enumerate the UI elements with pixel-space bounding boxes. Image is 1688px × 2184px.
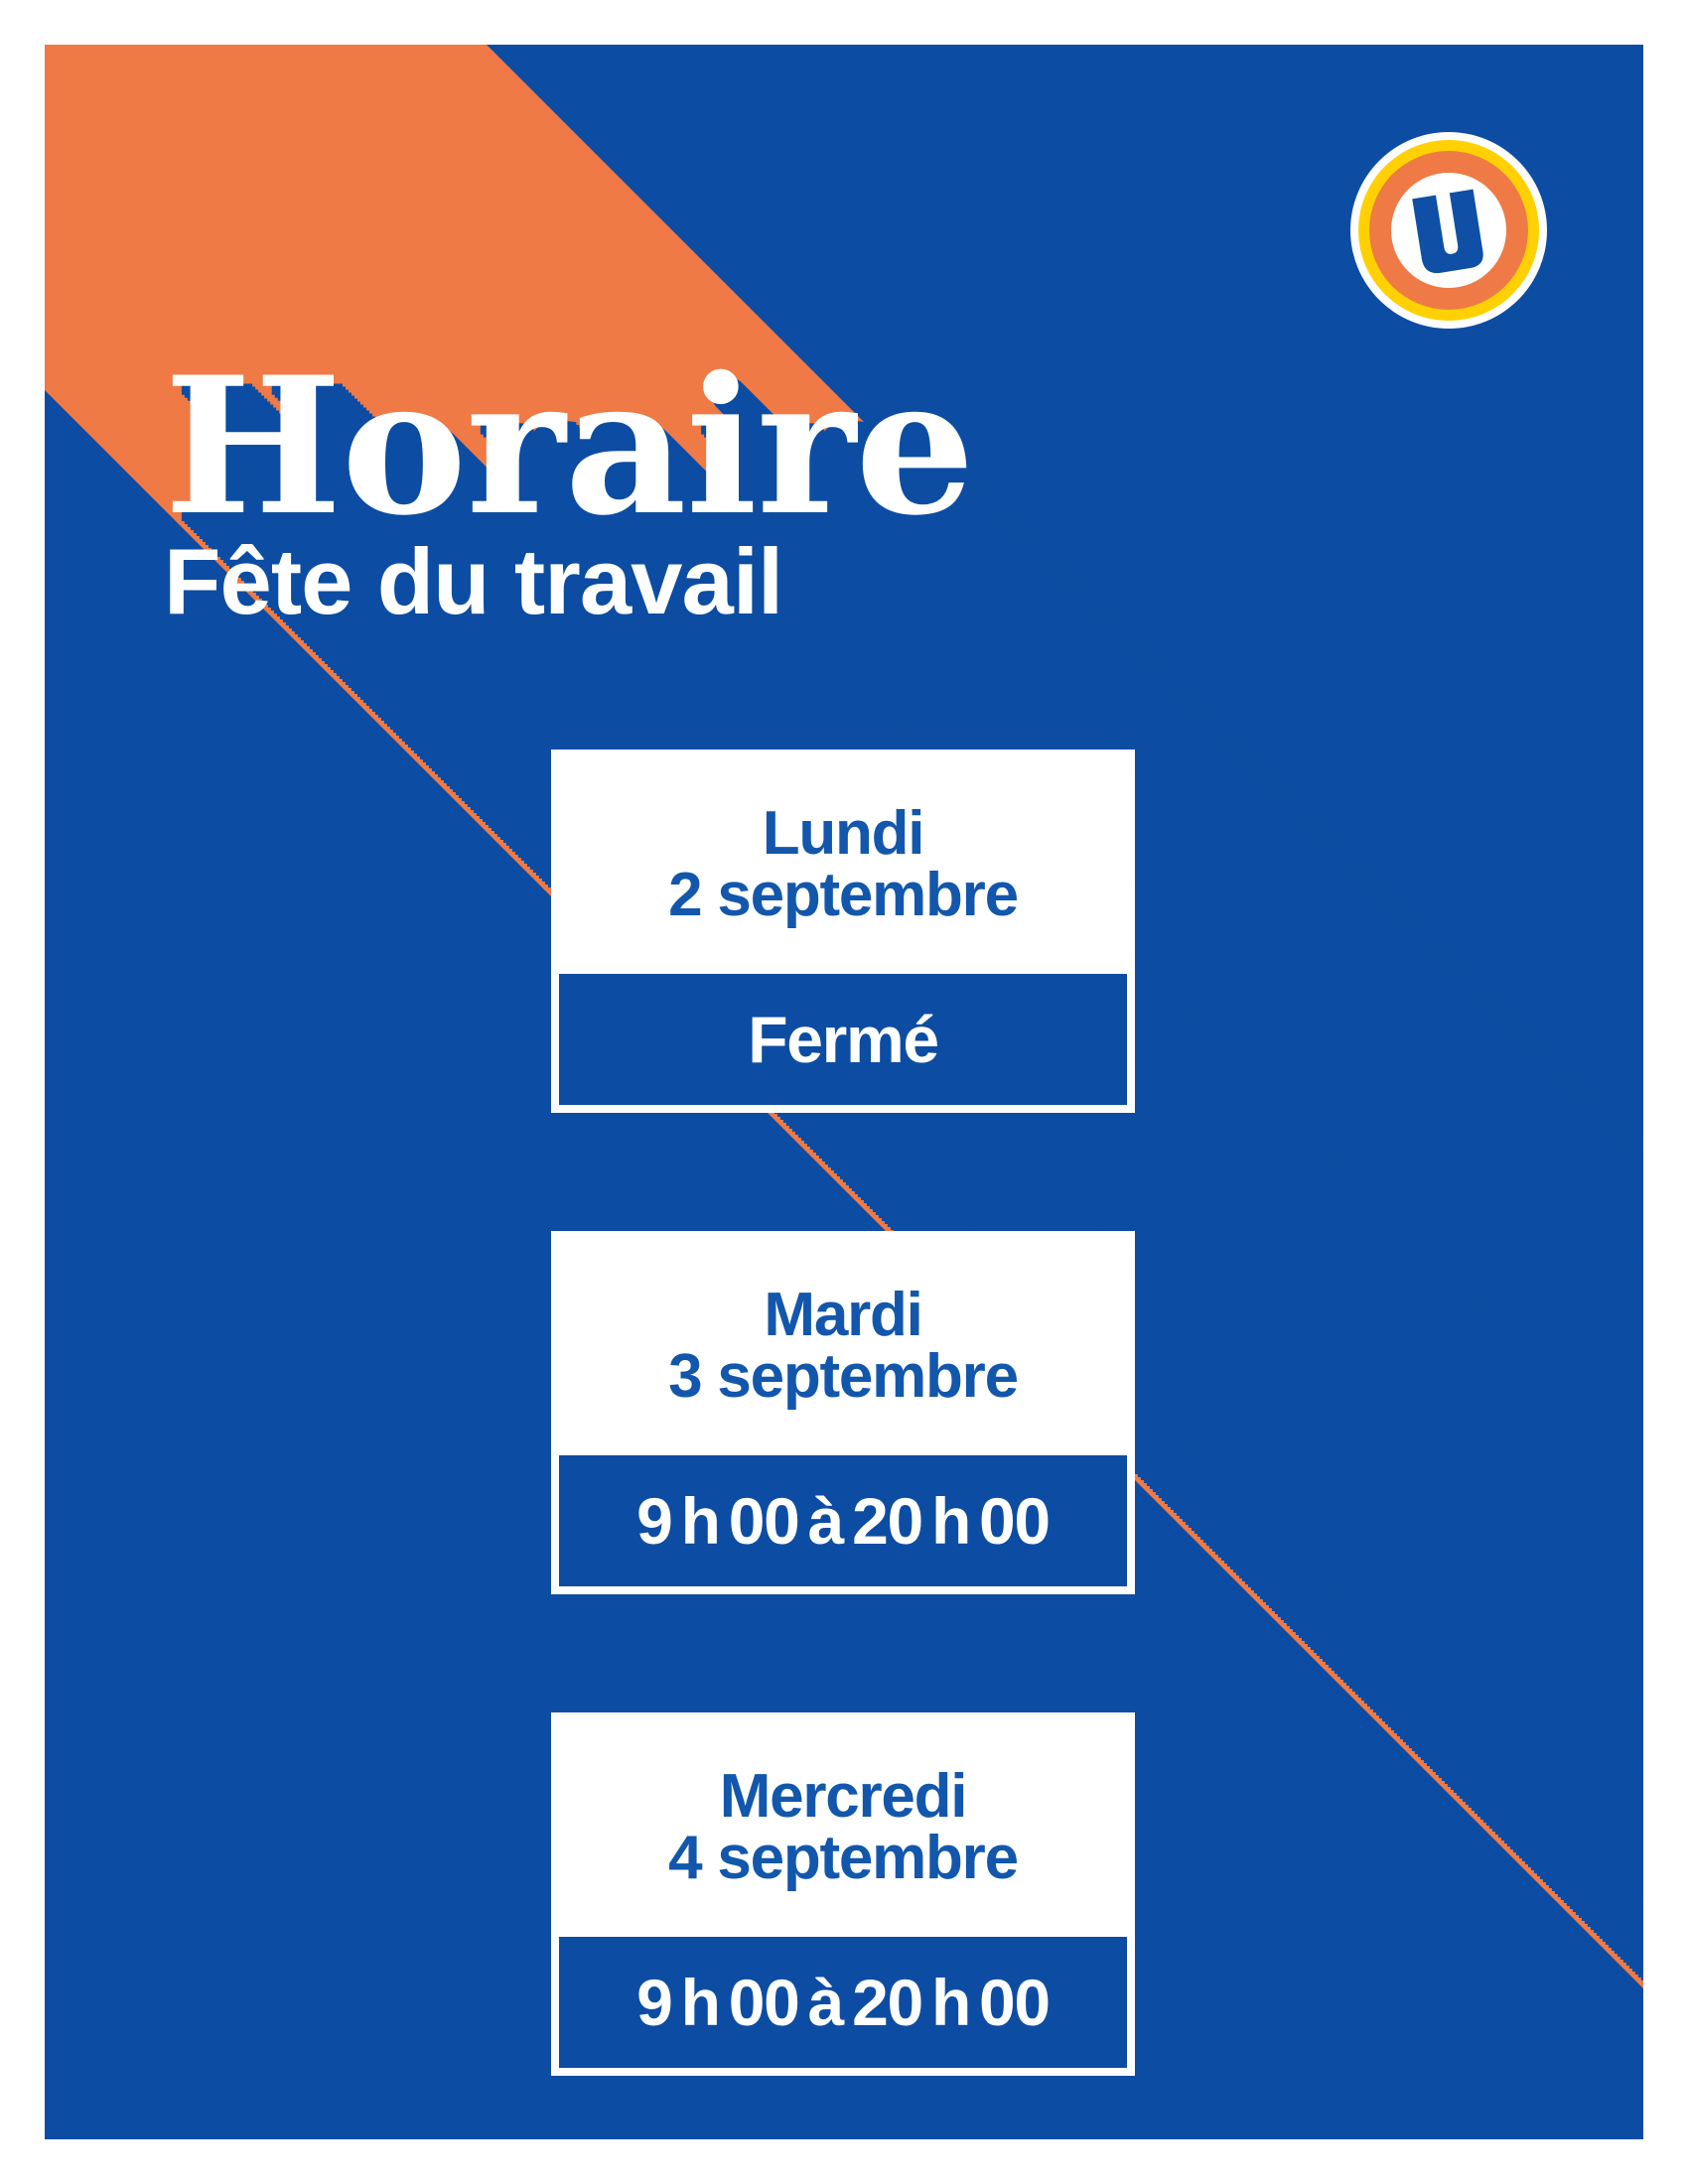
card-day: Mercredi — [719, 1762, 967, 1831]
card-hours-box — [559, 1937, 1127, 2068]
poster-subtitle: Fête du travail — [164, 529, 783, 633]
card-date: 2 septembre — [668, 861, 1018, 929]
schedule-card — [551, 1712, 1135, 2076]
schedule-card — [551, 1231, 1135, 1594]
card-hours: 9 h 00 à 20 h 00 — [636, 1966, 1050, 2039]
card-day: Mardi — [764, 1281, 922, 1349]
logo-rings-icon — [1350, 132, 1547, 329]
schedule-card — [551, 750, 1135, 1113]
brand-logo — [1344, 126, 1553, 335]
poster-title: Horaire — [164, 336, 974, 557]
card-hours-box — [559, 974, 1127, 1105]
card-date: 3 septembre — [668, 1342, 1018, 1411]
card-hours: 9 h 00 à 20 h 00 — [636, 1484, 1050, 1558]
poster-canvas — [45, 45, 1643, 2139]
card-hours: Fermé — [748, 1003, 938, 1076]
card-day: Lundi — [762, 799, 924, 868]
card-hours-box — [559, 1455, 1127, 1586]
card-date: 4 septembre — [668, 1824, 1018, 1892]
